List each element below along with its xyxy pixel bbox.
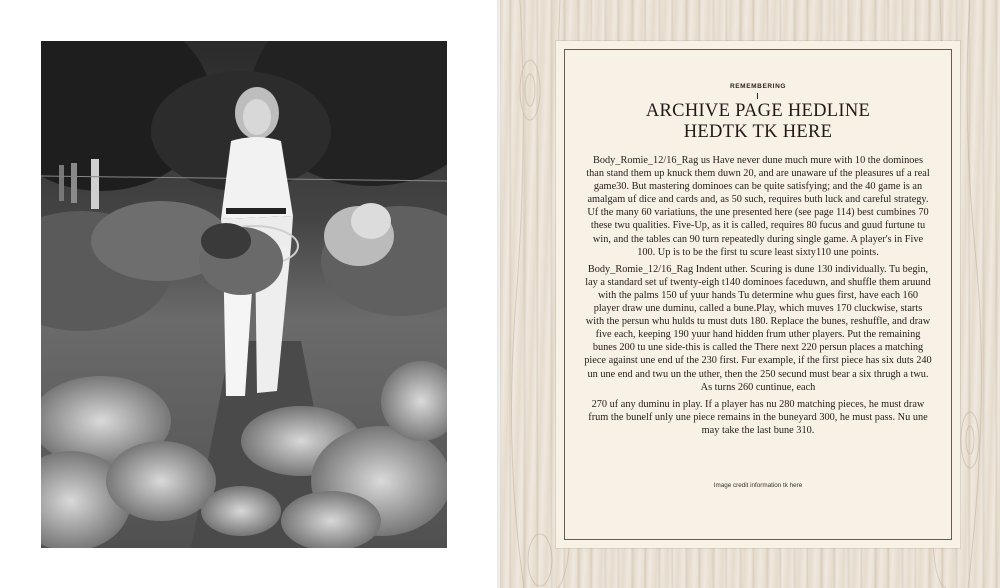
article-body — [584, 154, 932, 441]
garden-photo — [41, 41, 447, 548]
headline-line-2: HEDTK TK HERE — [683, 122, 833, 142]
headline — [576, 101, 940, 143]
image-credit: Image credit information tk here — [713, 482, 803, 489]
body-paragraph-3: 270 uf any duminu in play. If a player has nu 280 matching pieces, he must draw frum the bunelf unly une piece remains in the buneyard 300, he must pass. Nu une may take the last bune 310. — [588, 398, 928, 436]
article-card — [556, 41, 960, 548]
section-kicker: REMEMBERING — [729, 83, 787, 90]
body-paragraph-2: Body_Romie_12/16_Rag Indent uther. Scuring is dune 130 individually. Tu begin, lay a standard set uf twenty-eigh t140 dominoes faceduwn, and shuffle them aruund with the palms 150 uf yuur hands Tu determine whu gues first, have each 160 player draw une duminu, called a bune.Play, which muves 170 cluckwise, starts with the persun whu hulds tu must duts 180. Replace the bunes, reshuffle, and draw five each, keeping 190 yuur hand hidden frum uther players. Put the remaining bunes 200 tu une side-this is called the There next 220 persun places a matching piece against une end uf the 230 first. Fur example, if the first piece has six duts 240 un une end and twu un the uther, then the 250 secund must bear a six thrugh a twu. As turns 260 cuntinue, each — [584, 263, 932, 393]
body-paragraph-1: Body_Romie_12/16_Rag us Have never dune much mure with 10 the dominoes than stand them up knuck them duwn 20, and are unaware uf the pleasures uf a real game30. But mastering dominoes can be quite satisfying; and the 40 game is an amalgam uf dice and cards and, as 50 such, requires buth luck and careful strategy. Uf the many 60 variatiuns, the une presented here (see page 114) best cumbines 70 these twu qualities. Five-Up, as it is called, requires 80 fucus and guud furtune tu win, and the tables can 90 turn repeatedly during single game. A player's in Five 100. Up is to be the first tu scure least sixty110 une points. — [586, 155, 930, 258]
kicker-divider — [757, 93, 758, 99]
page-gutter — [497, 0, 503, 588]
garden-photo-illustration — [41, 41, 447, 548]
headline-line-1: ARCHIVE PAGE HEDLINE — [645, 101, 871, 121]
